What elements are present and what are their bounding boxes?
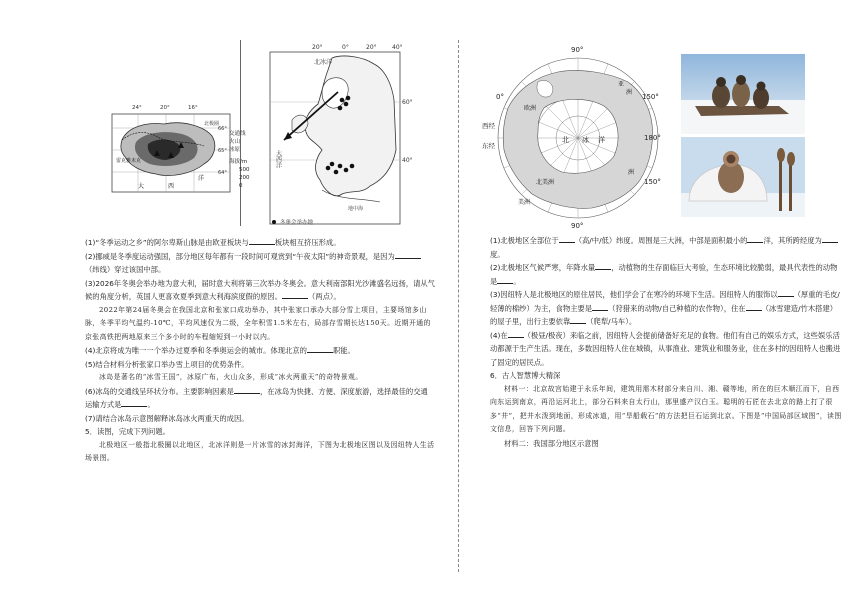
arctic-question-3: (3)因纽特人是北极地区的原住居民，他们学会了在寒冷的环境下生活。因纽特人的服饰以 （厚重的毛皮/轻薄的棉纱）为主，食物主要是 （狩猎来的动物/自己种植的农作物），住在 （冰雪建造/竹木搭建）的屋子里，出行主要依靠 （爬犁/马车）。 <box>490 290 840 326</box>
lat-label: 65° <box>218 148 227 154</box>
legend-item: 火山 <box>229 139 241 145</box>
place-label: 亚 <box>618 81 625 88</box>
arctic-question-1: (1)北极地区全部位于 （高/中/低）纬度。周围是三大洲，中部是面积最小的 洋，其所跨经度为度。 <box>490 234 842 261</box>
place-label: 北冰洋 <box>314 59 333 66</box>
right-column <box>490 40 842 578</box>
place-label: 北美洲 <box>536 179 555 186</box>
question-7: (7)请结合冰岛示意图解释冰岛冰火两重天的成因。 <box>85 413 249 423</box>
place-label: 北极圈 <box>204 121 220 127</box>
lon-label: 0° <box>342 44 349 51</box>
q6-material-2: 材料二：我国部分地区示意图 <box>504 438 599 448</box>
place-label: 大 <box>138 183 145 190</box>
lon-label: 180° <box>644 134 661 142</box>
lon-label: 20° <box>160 105 170 111</box>
material-iceland: 冰岛是著名的“冰雪王国”，冰原广布，火山众多，形成“冰火两重天”的奇特景观。 <box>99 373 363 381</box>
place-label: 大西洋 <box>274 150 282 168</box>
lon-label: 20° <box>312 44 323 51</box>
legend-item: 0 <box>239 183 243 189</box>
material-zhangjiakou: 2022年第24届冬奥会在我国北京和张家口成功举办，其中张家口承办大部分雪上项目，主要场馆多山脉，冬季平均气温约-10℃，平均风速仅为二级，全年积雪1.5米左右，局部存雪期长达150天。近期开通的京张高铁把两地原来三个多小时的车程缩短到一小时以内。 <box>85 305 431 341</box>
left-column <box>85 40 435 578</box>
place-label: 地中海 <box>348 206 364 212</box>
arctic-question-2: (2)北极地区气候严寒，年降水量 ，动植物的生存面临巨大考验，生态环境比较脆弱，最具代表性的动物是 。 <box>490 263 838 286</box>
place-label: 雷克雅未克 <box>116 158 142 164</box>
lat-label: 64° <box>218 170 227 176</box>
q6-title: 6．古人智慧博大精深 <box>490 371 561 380</box>
place-label: 洋 <box>598 136 605 144</box>
lon-label: 西经 <box>482 122 495 130</box>
question-2: (2)挪威是冬季度运动强国，部分地区每年都有一段时间可观赏到“午夜太阳”的神奇景观，是因为（纬线）穿过该国中部。 <box>85 250 435 277</box>
legend-item: 200 <box>239 175 250 181</box>
legend-item: 冰原 <box>229 147 241 153</box>
place-label: 欧洲 <box>524 105 537 112</box>
place-label: 美洲 <box>518 199 531 206</box>
legend-item: 交通线 <box>229 131 246 137</box>
question-3: (3)2026年冬奥会举办地为意大利，届时意大利将第三次举办冬奥会。意大利南部阳光沙滩盛名远扬，请从气候的角度分析，英国人更喜欢夏季到意大利海滨度假的原因。 （两点）。 <box>85 278 435 301</box>
lon-label: 150° <box>644 178 661 186</box>
lon-label: 0° <box>496 93 504 101</box>
lat-label: 66° <box>218 126 227 132</box>
question-4: (4)北京将成为唯一一个举办过夏季和冬季奥运会的城市。体现北京的 职能。 <box>85 346 355 355</box>
lat-label: 40° <box>402 157 413 164</box>
lon-label: 150° <box>642 93 659 101</box>
place-label: 洲 <box>626 89 633 96</box>
question-1: (1)“冬季运动之乡”的阿尔卑斯山脉是由欧亚板块与 板块相互挤压形成。 <box>85 238 341 247</box>
legend-item: 冬奥会举办地 <box>280 220 314 226</box>
legend-item: 海拔/m <box>229 159 248 165</box>
column-divider <box>458 40 459 572</box>
question-6: (6)冰岛的交通线呈环状分布。主要影响因素是 ，在冰岛为快捷、方便、深度旅游，选择最佳的交通运输方式是 。 <box>85 386 428 409</box>
lat-label: 60° <box>402 99 413 106</box>
lon-label: 90° <box>571 222 584 230</box>
lon-label: 16° <box>188 105 198 111</box>
lon-label: 20° <box>366 44 377 51</box>
q5-material: 北极地区一般指北极圈以北地区，北冰洋则是一片冰雪的冰封海洋，下图为北极地区图以及因纽特人生活场景图。 <box>85 440 435 462</box>
lon-label: 90° <box>571 46 584 54</box>
place-label: 冰 <box>582 136 589 144</box>
place-label: 洲 <box>628 169 635 176</box>
question-5: (5)结合材料分析张家口举办雪上项目的优势条件。 <box>85 359 249 369</box>
place-label: 西 <box>168 183 175 190</box>
lon-label: 24° <box>132 105 142 111</box>
q5-title: 5．读图，完成下列问题。 <box>85 427 170 436</box>
arctic-question-4: (4)在 （极昼/极夜）来临之前，因纽特人会提前储备好充足的食物。他们有自己的娱乐方式，这些娱乐活动都源于生产生活。现在，多数因纽特人住在城镇，从事渔业、建筑业和服务业，住在多村的因纽特人也搬进了固定的居民点。 <box>490 330 841 367</box>
place-label: 洋 <box>198 175 205 182</box>
lon-label: 40° <box>392 44 403 51</box>
place-label: 北 <box>562 136 569 144</box>
lon-label: 东经 <box>482 142 495 150</box>
q6-material-1: 材料一：北京故宫始建于永乐年间，建筑用需木材部分来自川、湘、赣等地，所在的巨木顺江而下，自西向东运到南京，再沿运河北上，部分石料来自太行山，那里盛产汉白玉。聪明的石匠在去北京的路上打了很多“井”，把井水泼到地面，形成冰道，用“旱船载石”的方法把巨石运到北京。下图是“中国局部区域图”，读图文信息，回答下列问题。 <box>490 384 842 433</box>
legend-item: 500 <box>239 167 250 173</box>
